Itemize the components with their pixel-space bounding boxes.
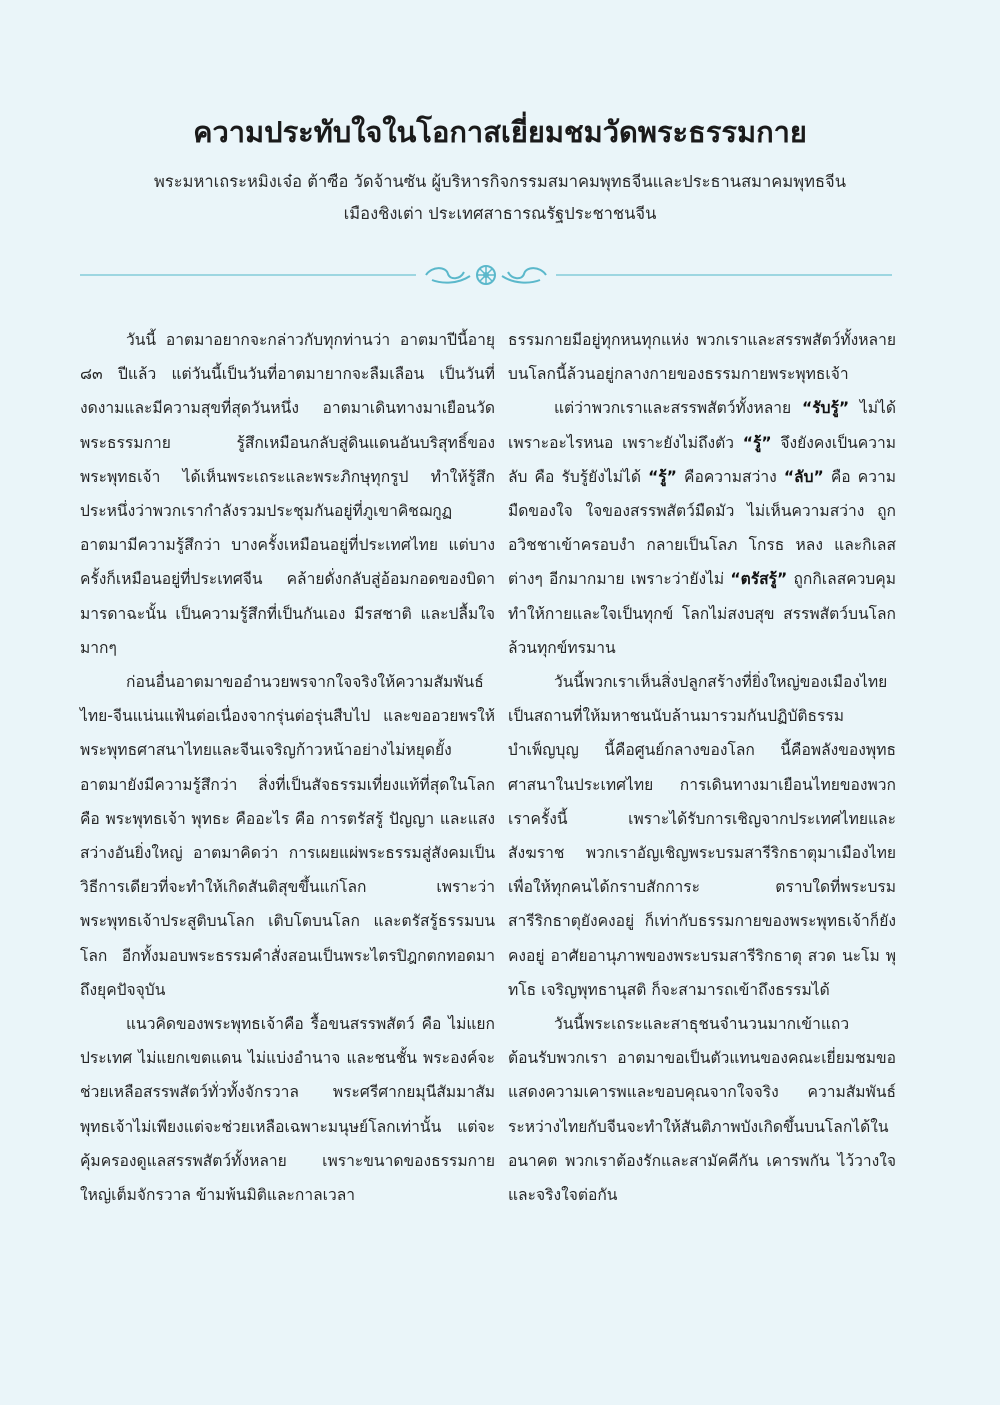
emphasis-text: “รับรู้”: [801, 399, 850, 418]
paragraph: ก่อนอื่นอาตมาขออำนวยพรจากใจจริงให้ความสัมพันธ์ไทย-จีนแน่นแฟ้นต่อเนื่องจากรุ่นต่อรุ่นสืบไป และขออวยพรให้พระพุทธศาสนาไทยและจีนเจริญก้าวหน้าอย่างไม่หยุดยั้ง อาตมายังมีความรู้สึกว่า สิ่งที่เป็นสัจธรรมเที่ยงแท้ที่สุดในโลกคือ พระพุทธเจ้า พุทธะ คืออะไร คือ การตรัสรู้ ปัญญา และแสงสว่างอันยิ่งใหญ่ อาตมาคิดว่า การเผยแผ่พระธรรมสู่สังคมเป็นวิธีการเดียวที่จะทำให้เกิดสันติสุขขึ้นแก่โลก เพราะว่าพระพุทธเจ้าประสูติบนโลก เติบโตบนโลก และตรัสรู้ธรรมบนโลก อีกทั้งมอบพระธรรมคำสั่งสอนเป็นพระไตรปิฎกตกทอดมาถึงยุคปัจจุบัน: [80, 673, 495, 999]
paragraph: วันนี้พวกเราเห็นสิ่งปลูกสร้างที่ยิ่งใหญ่ของเมืองไทย เป็นสถานที่ให้มหาชนนับล้านมารวมกันปฏิบัติธรรม บำเพ็ญบุญ นี้คือศูนย์กลางของโลก นี้คือพลังของพุทธศาสนาในประเทศไทย การเดินทางมาเยือนไทยของพวกเราครั้งนี้ เพราะได้รับการเชิญจากประเทศไทยและสังฆราช พวกเราอัญเชิญพระบรมสารีริกธาตุมาเมืองไทยเพื่อให้ทุกคนได้กราบสักการะ ตราบใดที่พระบรมสารีริกธาตุยังคงอยู่ ก็เท่ากับธรรมกายของพระพุทธเจ้าก็ยังคงอยู่ อาศัยอานุภาพของพระบรมสารีริกธาตุ สวด นะโม พุทโธ เจริญพุทธานุสติ ก็จะสามารถเข้าถึงธรรมได้: [508, 673, 896, 999]
paragraph: ธรรมกายมีอยู่ทุกหนทุกแห่ง พวกเราและสรรพสัตว์ทั้งหลายบนโลกนี้ล้วนอยู่กลางกายของธรรมกายพระพุทธเจ้า: [508, 331, 896, 384]
paragraph: วันนี้ อาตมาอยากจะกล่าวกับทุกท่านว่า อาตมาปีนี้อายุ ๘๓ ปีแล้ว แต่วันนี้เป็นวันที่อาตมายากจะลืมเลือน เป็นวันที่งดงามและมีความสุขที่สุดวันหนึ่ง อาตมาเดินทางมาเยือนวัดพระธรรมกาย รู้สึกเหมือนกลับสู่ดินแดนอันบริสุทธิ์ของพระพุทธเจ้า ได้เห็นพระเถระและพระภิกษุทุกรูป ทำให้รู้สึกประหนึ่งว่าพวกเรากำลังรวมประชุมกันอยู่ที่ภูเขาคิชฌกูฏ อาตมามีความรู้สึกว่า บางครั้งเหมือนอยู่ที่ประเทศไทย แต่บางครั้งก็เหมือนอยู่ที่ประเทศจีน คล้ายดั่งกลับสู่อ้อมกอดของบิดามารดาฉะนั้น เป็นความรู้สึกที่เป็นกันเอง มีรสชาติ และปลื้มใจมากๆ: [80, 331, 495, 657]
paragraph: วันนี้พระเถระและสาธุชนจำนวนมากเข้าแถวต้อนรับพวกเรา อาตมาขอเป็นตัวแทนของคณะเยี่ยมชมขอแสดงความเคารพและขอบคุณจากใจจริง ความสัมพันธ์ระหว่างไทยกับจีนจะทำให้สันติภาพบังเกิดขึ้นบนโลกได้ในอนาคต พวกเราต้องรักและสามัคคีกัน เคารพกัน ไว้วางใจ และจริงใจต่อกัน: [508, 1015, 896, 1205]
emphasis-text: “รู้”: [648, 467, 677, 486]
emphasis-text: “ลับ”: [783, 467, 824, 486]
paragraph: แนวคิดของพระพุทธเจ้าคือ รื้อขนสรรพสัตว์ คือ ไม่แยกประเทศ ไม่แยกเขตแดน ไม่แบ่งอำนาจ และชนชั้น พระองค์จะช่วยเหลือสรรพสัตว์ทั่วทั้งจักรวาล พระศรีศากยมุนีสัมมาสัมพุทธเจ้าไม่เพียงแต่จะช่วยเหลือเฉพาะมนุษย์โลกเท่านั้น แต่จะคุ้มครองดูแลสรรพสัตว์ทั้งหลาย เพราะขนาดของธรรมกายใหญ่เต็มจักรวาล ข้ามพ้นมิติและกาลเวลา: [80, 1015, 495, 1205]
dharma-wheel-icon: [477, 266, 495, 284]
emphasis-text: “ตรัสรู้”: [730, 570, 788, 589]
article-title: ความประทับใจในโอกาสเยี่ยมชมวัดพระธรรมกาย: [193, 115, 807, 149]
left-column: [80, 323, 495, 1212]
author-line-1: พระมหาเถระหมิงเจ๋อ ต้าซือ วัดจ้านซัน ผู้บริหารกิจกรรมสมาคมพุทธจีนและประธานสมาคมพุทธจีน: [154, 172, 846, 191]
right-column: [508, 323, 896, 1212]
ornament-divider: [80, 262, 892, 288]
emphasis-text: “รู้”: [742, 433, 772, 452]
author-info: [60, 166, 940, 230]
author-line-2: เมืองชิงเต่า ประเทศสาธารณรัฐประชาชนจีน: [343, 204, 657, 223]
paragraph: แต่ว่าพวกเราและสรรพสัตว์ทั้งหลาย “รับรู้” ไม่ได้ เพราะอะไรหนอ เพราะยังไม่ถึงตัว “รู้” จึงยังคงเป็นความลับ คือ รับรู้ยังไม่ได้ “รู้” คือความสว่าง “ลับ” คือ ความมืดของใจ ใจของสรรพสัตว์มืดมัว ไม่เห็นความสว่าง ถูกอวิชชาเข้าครอบงำ กลายเป็นโลภ โกรธ หลง และกิเลสต่างๆ อีกมากมาย เพราะว่ายังไม่ “ตรัสรู้” ถูกกิเลสควบคุม ทำให้กายและใจเป็นทุกข์ โลกไม่สงบสุข สรรพสัตว์บนโลกล้วนทุกข์ทรมาน: [508, 399, 897, 657]
